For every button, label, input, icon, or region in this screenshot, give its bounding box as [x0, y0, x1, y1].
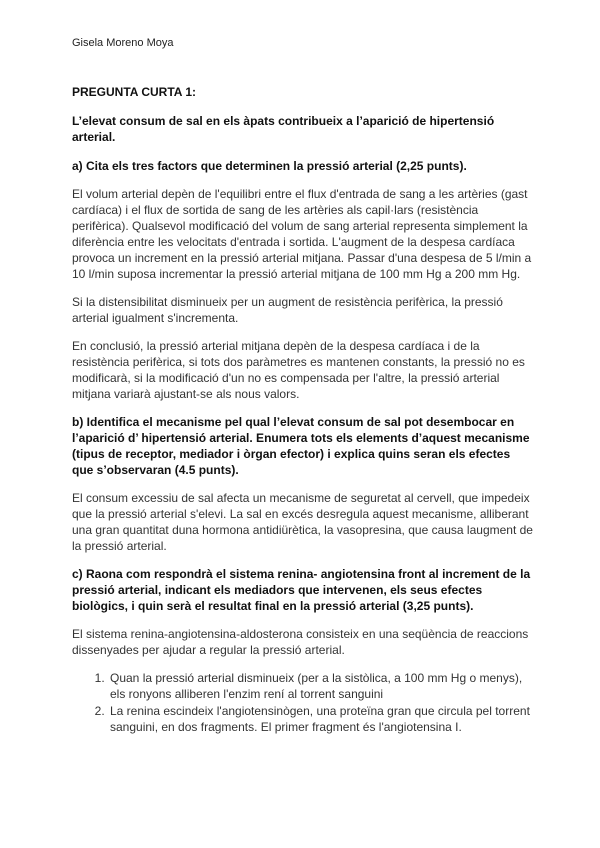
list-item: 2. La renina escindeix l'angiotensinògen, una proteïna gran que circula pel torrent sanguini, en dos fragments. El primer fragment és l'angiotensina I. [108, 703, 534, 735]
question-a-title: a) Cita els tres factors que determinen la pressió arterial (2,25 punts). [72, 159, 467, 173]
answer-a-paragraph-2: Si la distensibilitat disminueix per un augment de resistència perifèrica, la pressió arterial igualment s'incrementa. [72, 295, 503, 325]
answer-a-paragraph-3: En conclusió, la pressió arterial mitjana depèn de la despesa cardíaca i de la resistència perifèrica, si tots dos paràmetres es mantenen constants, la pressió no es modificarà, si la modificació d'un no es compensada per l'altre, la pressió arterial mitjana variarà ajustant-se als nous valors. [72, 339, 525, 401]
answer-c-paragraph-1: El sistema renina-angiotensina-aldosterona consisteix en una seqüència de reaccions dissenyades per ajudar a regular la pressió arterial. [72, 627, 529, 657]
question-c-title: c) Raona com respondrà el sistema renina- angiotensina front al increment de la pressió arterial, indicant els mediadors que intervenen, els seus efectes biològics, i quin serà el resultat final en la pressió arterial (3,25 punts). [72, 567, 531, 613]
author-name: Gisela Moreno Moya [72, 37, 174, 49]
document-body [72, 84, 534, 736]
section-heading: PREGUNTA CURTA 1: [72, 85, 196, 99]
list-item: 1. Quan la pressió arterial disminueix (per a la sistòlica, a 100 mm Hg o menys), els ronyons alliberen l'enzim rení al torrent sanguini [108, 670, 534, 702]
answer-a-paragraph-1: El volum arterial depèn de l'equilibri entre el flux d'entrada de sang a les artèries (gast cardíaca) i el flux de sortida de sang de les artèries als capil·lars (resistència perifèrica). Qualsevol modificació del volum de sang arterial representa simplement la diferència entre les velocitats d'entrada i sortida. L'augment de la despesa cardíaca provoca un increment en la pressió arterial mitjana. Passar d'una despesa de 5 l/min a 10 l/min suposa incrementar la pressió arterial mitjana de 100 mm Hg a 200 mm Hg. [72, 187, 532, 281]
question-b-title: b) Identifica el mecanisme pel qual l’elevat consum de sal pot desembocar en l’aparició d’ hipertensió arterial. Enumera tots els elements d’aquest mecanisme (tipus de receptor, mediador i òrgan efector) i explica quins seran els efectes que s’observaran (4.5 punts). [72, 415, 530, 477]
answer-b-paragraph-1: El consum excessiu de sal afecta un mecanisme de seguretat al cervell, que impedeix que la pressió arterial s'elevi. La sal en excés desregula aquest mecanisme, alliberant una gran quantitat duna hormona antidiürètica, la vasopresina, que causa laugment de la pressió arterial. [72, 491, 533, 553]
intro-question: L’elevat consum de sal en els àpats contribueix a l’aparició de hipertensió arterial. [72, 114, 495, 144]
answer-c-list [72, 670, 534, 735]
